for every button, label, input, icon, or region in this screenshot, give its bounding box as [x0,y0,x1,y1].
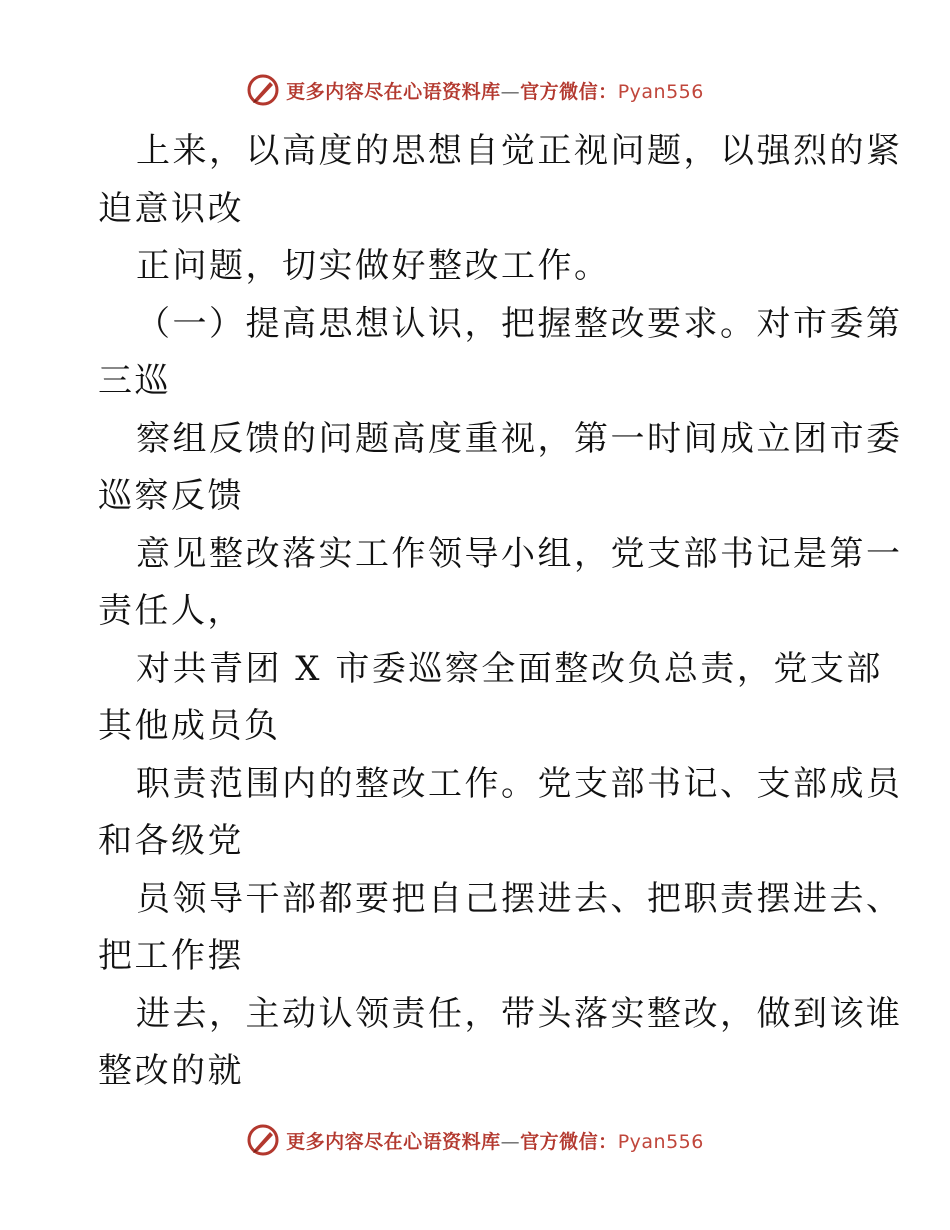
text-line: 对共青团 X 市委巡察全面整改负总责，党支部 [136,648,883,689]
text-line: 迫意识改 [98,188,244,229]
text-line: 上来，以高度的思想自觉正视问题，以强烈的紧 [136,131,903,171]
text-line: 员领导干部都要把自己摆进去、把职责摆进去、 [136,878,903,919]
document-body [98,123,903,1101]
text-line: 和各级党 [98,821,244,861]
header-watermark [0,70,950,110]
text-line: 巡察反馈 [98,476,244,516]
watermark-text: 更多内容尽在心语资料库—官方微信：Pyan556 [286,80,704,103]
text-line: （一）提高思想认识，把握整改要求。对市委第 [136,303,903,344]
text-line: 把工作摆 [98,936,244,976]
text-line: 进去，主动认领责任，带头落实整改，做到该谁 [136,993,903,1034]
footer-watermark [0,1120,950,1160]
text-line: 察组反馈的问题高度重视，第一时间成立团市委 [136,418,903,459]
watermark-text: 更多内容尽在心语资料库—官方微信：Pyan556 [286,1130,704,1153]
text-line: 意见整改落实工作领导小组，党支部书记是第一 [136,533,903,574]
pen-logo-icon [246,73,280,107]
text-line: 正问题，切实做好整改工作。 [136,246,611,286]
text-line: 职责范围内的整改工作。党支部书记、支部成员 [136,763,903,804]
text-line: 整改的就 [98,1051,244,1091]
text-line: 其他成员负 [98,706,281,746]
text-line: 三巡 [98,361,171,401]
text-line: 责任人， [98,591,244,631]
pen-logo-icon [246,1123,280,1157]
